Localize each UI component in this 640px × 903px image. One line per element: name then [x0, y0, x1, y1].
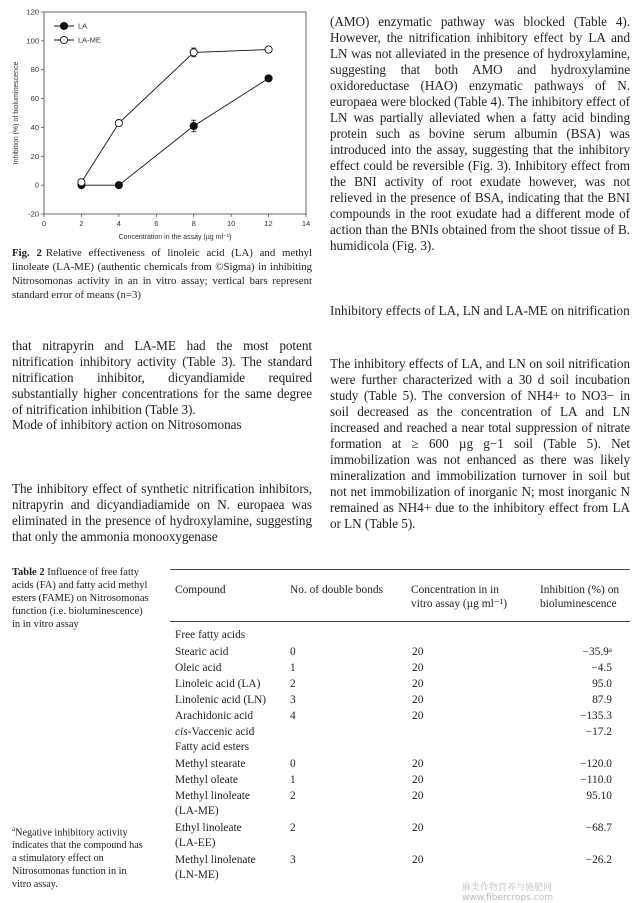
table-cell-concentration: 20	[412, 758, 424, 770]
table-cell-inhibition: −120.0	[579, 758, 612, 770]
table-cell-double-bonds: 1	[290, 774, 296, 786]
table-cell-inhibition: 95.0	[592, 678, 612, 690]
table-cell-double-bonds: 0	[290, 758, 296, 770]
x-tick-label: 14	[301, 219, 310, 228]
right-paragraph-2: The inhibitory effects of LA, and LN on soil nitrification were further characterized with a 30 d soil incubation study (Table 5). The conversion of NH4+ to NO3− in soil decreased as the concentration of LA and LN increased and reached a near total suppression of nitrate formation at ≥ 600 µg g−1 soil (Table 5). Net immobilization was not enhanced as there was likely mineralization and immobilization turnover in soil but not net immobilization of inorganic N; most inorganic N remained as NH4+ due to the inhibitory effect from LA or LN (Table 5).	[330, 356, 630, 531]
y-tick-label: 120	[26, 7, 39, 17]
table-caption	[12, 566, 152, 631]
table-cell-compound-abbrev: (LA-EE)	[175, 837, 216, 849]
table-cell-inhibition: −35.9ᵃ	[582, 646, 612, 658]
data-point-la-me	[78, 179, 85, 186]
data-point-la-me	[265, 46, 272, 53]
table-cell-compound: Arachidonic acid	[175, 710, 254, 722]
data-point-la	[115, 182, 122, 189]
table-cell-double-bonds: 4	[290, 710, 296, 722]
legend-label: LA	[78, 21, 88, 31]
table-caption-label: Table 2	[12, 567, 45, 578]
table-header-inhibition: Inhibition (%) on bioluminescence	[540, 584, 620, 610]
table-cell-compound: Methyl oleate	[175, 774, 238, 786]
table-cell-double-bonds: 2	[290, 790, 296, 802]
y-tick-label: 80	[30, 65, 39, 75]
table-header-concentration: Concentration in in vitro assay (µg ml⁻¹)	[411, 584, 508, 610]
table-footnote	[12, 823, 148, 891]
table-cell-inhibition: −68.7	[585, 822, 612, 834]
x-tick-label: 0	[41, 219, 47, 228]
table-cell-compound: cis-Vaccenic acid	[175, 726, 255, 738]
table-cell-inhibition: −135.3	[579, 710, 612, 722]
data-point-la	[265, 75, 272, 82]
table-cell-double-bonds: 1	[290, 662, 296, 674]
watermark: 麻类作物营养与施肥网 www.fibercrops.com	[462, 883, 553, 903]
x-tick-label: 4	[116, 219, 121, 228]
table-cell-concentration: 20	[412, 662, 424, 674]
y-tick-label: 60	[30, 94, 39, 104]
table-cell-compound: Ethyl linoleate	[175, 822, 242, 834]
table-cell-compound: Methyl linoleate	[175, 790, 250, 802]
table-cell-compound: Linolenic acid (LN)	[175, 694, 267, 706]
y-tick-label: 0	[34, 180, 39, 190]
series-line-la	[81, 78, 268, 185]
table-cell-double-bonds: 0	[290, 646, 296, 658]
figure-caption	[12, 246, 312, 302]
y-tick-label: 40	[30, 122, 39, 132]
figure-caption-label: Fig. 2	[12, 247, 42, 259]
x-tick-label: 6	[154, 219, 159, 228]
table-cell-concentration: 20	[412, 822, 424, 834]
series-line-la-me	[81, 50, 268, 183]
table-cell-double-bonds: 2	[290, 678, 296, 690]
x-tick-label: 2	[79, 219, 84, 228]
legend-marker	[60, 36, 67, 43]
table-cell-inhibition: −17.2	[585, 726, 612, 738]
table-cell-compound: Methyl stearate	[175, 758, 246, 770]
right-paragraph-1: (AMO) enzymatic pathway was blocked (Table 4). However, the nitrification inhibitory effect by LA and LN was not alleviated in the presence of hydroxylamine, suggesting that both AMO and hydroxylamine oxidoreductase (HAO) enzymatic pathways of N. europaea were blocked (Table 4). The inhibitory effect of LN was partially alleviated when a fatty acid binding protein such as bovine serum albumin (BSA) was introduced into the assay, suggesting that the inhibitory effect could be reversible (Fig. 3). Inhibitory effect from the BNI activity of root exudate however, was not relieved in the presence of BSA, indicating that the BNI compounds in the root exudate had a different mode of action than the BNIs obtained from the shoot tissue of B. humidicola (Fig. 3).	[330, 14, 630, 253]
table-cell-compound: Methyl linolenate	[175, 854, 256, 866]
figure-2-chart	[6, 6, 310, 246]
table-cell-concentration: 20	[412, 646, 424, 658]
table-cell-double-bonds: 3	[290, 694, 296, 706]
table-cell-inhibition: 87.9	[592, 694, 612, 706]
left-paragraph-1: that nitrapyrin and LA-ME had the most potent nitrification inhibitory activity (Table 3). The standard nitrification inhibitor, dicyandiamide required substantially higher concentrations for the same degree of nitrification inhibition (Table 3).	[12, 338, 312, 417]
table-cell-concentration: 20	[412, 774, 424, 786]
table-caption-text: Influence of free fatty acids (FA) and fatty acid methyl esters (FAME) on Nitrosomonas function (i.e. bioluminescence) in in vitro assay	[12, 567, 149, 630]
section-heading-mode-of-action: Mode of inhibitory action on Nitrosomonas	[12, 417, 242, 432]
section-heading-inhibitory-effects: Inhibitory effects of LA, LN and LA-ME on nitrification	[330, 303, 630, 318]
table-cell-compound: Linoleic acid (LA)	[175, 678, 261, 690]
data-point-la-me	[115, 120, 122, 127]
table-cell-concentration: 20	[412, 694, 424, 706]
table-header-rule	[170, 621, 630, 622]
y-axis-label: Inhibition (%) of bioluminescence	[13, 61, 20, 165]
table-cell-inhibition: 95.10	[586, 790, 612, 802]
table-cell-concentration: 20	[412, 790, 424, 802]
table-cell-double-bonds: 2	[290, 822, 296, 834]
table-group-label: Free fatty acids	[175, 629, 246, 641]
data-point-la	[190, 122, 197, 129]
x-tick-label: 12	[264, 219, 273, 228]
x-tick-label: 8	[191, 219, 196, 228]
figure-caption-text: Relative effectiveness of linoleic acid (LA) and methyl linoleate (LA-ME) (authentic chemicals from ©Sigma) in inhibiting Nitrosomonas activity in an in vitro assay; vertical bars represent standard error of means (n=3)	[12, 247, 312, 301]
table-cell-inhibition: −110.0	[580, 774, 612, 786]
table-cell-concentration: 20	[412, 854, 424, 866]
table-header-double-bonds: No. of double bonds	[290, 584, 384, 596]
table-cell-inhibition: −26.2	[585, 854, 612, 866]
table-footnote-text: Negative inhibitory activity indicates that the compound has a stimulatory effect on Nitrosomonas function in in vitro assay.	[12, 827, 143, 891]
footnote-marker: a	[12, 825, 16, 833]
table-cell-double-bonds: 3	[290, 854, 296, 866]
legend-label: LA-ME	[78, 35, 101, 45]
y-tick-label: 20	[30, 151, 39, 161]
table-top-rule	[170, 569, 630, 570]
table-header-compound: Compound	[175, 584, 226, 596]
table-cell-compound-abbrev: (LN-ME)	[175, 869, 219, 881]
legend-marker	[60, 22, 67, 29]
y-tick-label: -20	[28, 209, 39, 219]
table-cell-concentration: 20	[412, 678, 424, 690]
x-tick-label: 10	[226, 219, 236, 228]
table-cell-compound: Stearic acid	[175, 646, 229, 658]
y-tick-label: 100	[26, 36, 39, 46]
data-point-la-me	[190, 49, 197, 56]
table-cell-compound-abbrev: (LA-ME)	[175, 805, 219, 817]
table-cell-concentration: 20	[412, 710, 424, 722]
left-paragraph-2: The inhibitory effect of synthetic nitrification inhibitors, nitrapyrin and dicyandiadiamide on N. europaea was eliminated in the presence of hydroxylamine, suggesting that only the ammonia monooxygenase	[12, 481, 312, 544]
line-chart	[6, 6, 310, 246]
table-cell-compound: Oleic acid	[175, 662, 222, 674]
table-group-label: Fatty acid esters	[175, 741, 250, 753]
x-axis-label: Concentration in the assay (µg ml⁻¹)	[118, 234, 232, 241]
table-cell-inhibition: −4.5	[591, 662, 612, 674]
